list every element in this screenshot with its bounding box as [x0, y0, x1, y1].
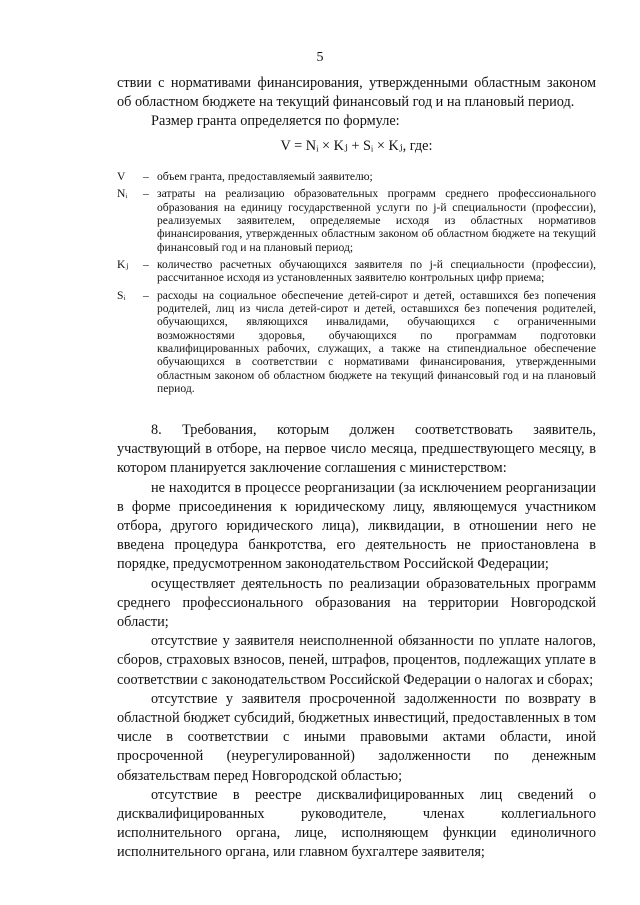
- formula: V = Nᵢ × Kⱼ + Sᵢ × Kⱼ, где:: [280, 137, 433, 154]
- paragraph: 8. Требования, которым должен соответствовать заявитель, участвующий в отборе, на первое число месяца, предшествующего месяцу, в котором планируется заключение соглашения с министерством:: [117, 422, 596, 477]
- paragraph: отсутствие в реестре дисквалифицированных лиц сведений о дисквалифицированных руководителе, членах коллегиального исполнительного органа, лице, исполняющем функции единоличного исполнительного органа, или главном бухгалтере заявителя;: [117, 786, 596, 861]
- definition-text: объем гранта, предоставляемый заявителю;: [157, 170, 373, 183]
- paragraph: не находится в процессе реорганизации (за исключением реорганизации в форме присоединения к юридическому лицу, являющемуся участником отбора, другого юридического лица), ликвидации, в отношении него не введена процедура банкротства, его деятельность не приостановлена в порядке, предусмотренном законодательством Российской Федерации;: [117, 479, 596, 573]
- definition-symbol: Sᵢ: [117, 288, 126, 302]
- continuation-paragraph: ствии с нормативами финансирования, утвержденными областным законом об областном бюджете на текущий финансовый год и на плановый период.: [117, 75, 596, 111]
- paragraph: отсутствие у заявителя просроченной задолженности по возврату в областной бюджет субсидий, бюджетных инвестиций, предоставленных в том числе в соответствии с иными правовыми актами области, иной просроченной (неурегулированной) задолженности по денежным обязательствам перед Новгородской областью;: [117, 690, 596, 784]
- definitions-list: [117, 170, 596, 400]
- definition-text: расходы на социальное обеспечение детей-сирот и детей, оставшихся без попечения родителей, лиц из числа детей-сирот и детей, оставшихся без попечения родителей, обучающихся, являющихся инвалидами, обучающихся с ограниченными возможностями здоровья, обучающихся по программам подготовки квалифицированных рабочих, служащих, а также на стипендиальное обеспечение обучающихся в соответствии с нормативами финансирования, утвержденными областным законом об областном бюджете на текущий финансовый год и на плановый период.: [157, 288, 596, 396]
- definition-text: количество расчетных обучающихся заявителя по j-й специальности (профессии), рассчитанное исходя из установленных заявителю контрольных цифр приема;: [157, 258, 596, 285]
- definition-dash: –: [143, 258, 149, 272]
- definition-dash: –: [143, 170, 149, 183]
- definition-dash: –: [143, 187, 149, 201]
- definition-symbol: Nᵢ: [117, 187, 128, 201]
- definition-symbol: V: [117, 170, 126, 183]
- definition-item: [117, 187, 596, 254]
- paragraph: осуществляет деятельность по реализации образовательных программ среднего профессионального образования на территории Новгородской области;: [117, 575, 596, 631]
- body-block: [117, 421, 596, 863]
- definition-item: [117, 289, 596, 396]
- page-number: 5: [316, 50, 324, 65]
- formula-lead: Размер гранта определяется по формуле:: [151, 113, 400, 130]
- paragraph: отсутствие у заявителя неисполненной обязанности по уплате налогов, сборов, страховых взносов, пеней, штрафов, процентов, подлежащих уплате в соответствии с законодательством Российской Федерации о налогах и сборах;: [117, 633, 596, 688]
- intro-block: [117, 74, 596, 166]
- definition-item: [117, 258, 596, 285]
- definition-dash: –: [143, 288, 149, 302]
- definition-text: затраты на реализацию образовательных программ среднего профессионального образования на единицу государственной услуги по j-й специальности (профессии), реализуемых заявителем, определяемые исходя из областных нормативов финансирования, утвержденных областным законом об областном бюджете на текущий финансовый год и на плановый период;: [157, 187, 596, 254]
- definition-symbol: Kⱼ: [117, 258, 129, 272]
- definition-item: [117, 170, 596, 183]
